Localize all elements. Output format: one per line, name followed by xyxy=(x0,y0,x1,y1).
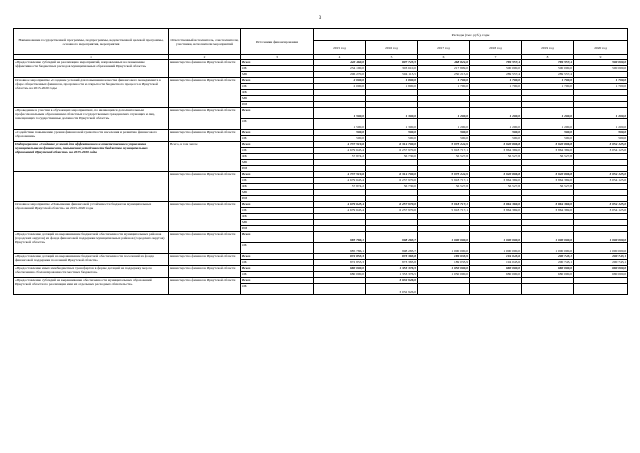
financing-source: ОБ xyxy=(241,148,314,154)
header-source: Источники финансирования xyxy=(241,29,314,55)
expense-value: 500,0 xyxy=(470,136,522,142)
expense-value: 500,0 xyxy=(366,130,418,136)
expense-value: 200 743,1 xyxy=(574,254,628,260)
responsible-executor: министерство финансов Иркутской области xyxy=(169,254,241,266)
expense-value: 4 679 645,4 xyxy=(314,208,366,214)
expense-value: 1 000 000,0 xyxy=(470,243,522,254)
expense-value: 873 383,8 xyxy=(366,254,418,260)
financing-source: ОБ xyxy=(241,66,314,72)
expense-value: 3 054 125,0 xyxy=(574,178,628,184)
expense-value: 1 200,0 xyxy=(574,119,628,130)
expense-value: 56 730,0 xyxy=(366,184,418,190)
expense-value: 985 786,1 xyxy=(314,243,366,254)
expense-value: 1 000 000,0 xyxy=(574,232,628,243)
expense-value: 3 054 125,0 xyxy=(574,172,628,178)
expense-value: 57 874,2 xyxy=(314,184,366,190)
expense-value: 1 800,0 xyxy=(366,78,418,84)
financing-source: Всего xyxy=(241,78,314,84)
table-row xyxy=(14,108,628,119)
expense-value: 500 000,0 xyxy=(574,66,628,72)
expense-value: 500,0 xyxy=(314,136,366,142)
program-name xyxy=(14,172,169,202)
responsible-executor: министерство финансов Иркутской области xyxy=(169,202,241,232)
expense-value: 1 000 000,0 xyxy=(470,232,522,243)
expense-value: 3 032 926,0 xyxy=(366,284,418,295)
header-column-number: 4 xyxy=(314,55,366,60)
expense-value: 680 000,0 xyxy=(314,266,366,272)
financing-source: МБ xyxy=(241,190,314,196)
responsible-executor: министерство финансов Иркутской области xyxy=(169,232,241,254)
expense-value: 1 200,0 xyxy=(574,108,628,119)
expense-value: 6 314 700,0 xyxy=(366,142,418,148)
expense-value: 5 918 717,1 xyxy=(418,208,470,214)
expense-value: 3 864 369,0 xyxy=(470,178,522,184)
expense-value: 56 527,8 xyxy=(418,154,470,160)
expense-value: 680 000,0 xyxy=(470,272,522,278)
expense-value: 1 000 000,0 xyxy=(522,232,574,243)
expense-value: 500,0 xyxy=(574,136,628,142)
expense-value: 56 527,8 xyxy=(470,184,522,190)
financing-source: ОБ xyxy=(241,136,314,142)
financing-source: МБ xyxy=(241,160,314,166)
expense-value: 1 050 000,0 xyxy=(418,272,470,278)
expense-value: 998 283,7 xyxy=(366,243,418,254)
financing-source: Всего xyxy=(241,202,314,208)
expense-value: 200 743,1 xyxy=(522,254,574,260)
financing-source: Всего xyxy=(241,108,314,119)
expense-value: 1 500,0 xyxy=(314,108,366,119)
program-name: «Предоставление дотаций на выравнивание бюджетной обеспеченности муниципальных районов (городских округов) из фонда финансовой поддержки муниципальных районов (городских округов) Иркутской области» xyxy=(14,232,169,254)
expense-value: 500 000,0 xyxy=(470,66,522,72)
expense-value: 1 700,0 xyxy=(418,84,470,90)
expense-value: 1 700,0 xyxy=(522,78,574,84)
expense-value: 1 700,0 xyxy=(470,84,522,90)
expense-value: 1 200,0 xyxy=(418,108,470,119)
expense-value: 250 215,6 xyxy=(418,72,470,78)
expense-value: 200 743,1 xyxy=(574,260,628,266)
expense-value: 57 874,2 xyxy=(314,154,366,160)
responsible-executor: министерство финансов Иркутской области xyxy=(169,78,241,108)
expense-value: 1 700,0 xyxy=(470,78,522,84)
expense-value: 1 700,0 xyxy=(522,84,574,90)
expense-value: 5 975 244,9 xyxy=(418,142,470,148)
expense-value: 6 257 970,0 xyxy=(366,148,418,154)
expense-value: 1 000 000,0 xyxy=(418,243,470,254)
expense-value: 200 743,1 xyxy=(522,260,574,266)
expense-value: 3 054 125,0 xyxy=(574,142,628,148)
expense-value: 1 000 000,0 xyxy=(574,243,628,254)
expense-value: 500,0 xyxy=(366,136,418,142)
expense-value: 680 000,0 xyxy=(574,272,628,278)
financing-source: ОБ xyxy=(241,284,314,295)
expense-value: 5 918 717,1 xyxy=(418,202,470,208)
expense-value: 3 864 369,0 xyxy=(522,208,574,214)
expense-value: 1 200,0 xyxy=(418,119,470,130)
financing-source: ФБ xyxy=(241,90,314,96)
expense-value: 468 824,6 xyxy=(418,60,470,66)
expense-value: 3 032 926,0 xyxy=(366,278,418,284)
financing-source: Всего xyxy=(241,278,314,284)
financing-source: ОБ xyxy=(241,178,314,184)
program-name: «Содействие повышению уровня финансовой грамотности населения и развитию финансового образования» xyxy=(14,130,169,142)
expense-value: 1 353 376,5 xyxy=(366,266,418,272)
responsible-executor: Всего, в том числе xyxy=(169,142,241,172)
expense-value: 6 257 970,0 xyxy=(366,178,418,184)
expense-value: 1 700,0 xyxy=(574,78,628,84)
responsible-executor: министерство финансов Иркутской области xyxy=(169,130,241,142)
expense-value: 4 679 645,4 xyxy=(314,148,366,154)
expense-value: 2 000,0 xyxy=(314,78,366,84)
financing-source: ОБ xyxy=(241,84,314,90)
expense-value: 500,0 xyxy=(314,130,366,136)
expense-value xyxy=(314,284,366,295)
expense-value: 1 050 000,0 xyxy=(418,266,470,272)
header-name: Наименование государственной программы, подпрограммы, ведомственной целевой программы, основного мероприятия, мероприятия xyxy=(14,29,169,55)
expense-value: 500 000,0 xyxy=(522,66,574,72)
financing-source: ОБ xyxy=(241,208,314,214)
expense-value: 189 033,9 xyxy=(418,260,470,266)
expense-value: 3 920 896,8 xyxy=(522,142,574,148)
expense-value: 189 033,9 xyxy=(418,254,470,260)
financing-source: ИИ xyxy=(241,102,314,108)
expense-value: 2 000,0 xyxy=(314,84,366,90)
header-column-number: 2 xyxy=(169,55,241,60)
expense-value: 56 527,8 xyxy=(522,184,574,190)
expense-value: 680 000,0 xyxy=(574,266,628,272)
expense-value: 289 557,4 xyxy=(470,72,522,78)
expense-value: 1 300,0 xyxy=(366,119,418,130)
responsible-executor: министерство финансов Иркутской области xyxy=(169,278,241,295)
expense-value: 1 800,0 xyxy=(366,84,418,90)
header-year: 2016 год xyxy=(366,41,418,55)
header-year: 2015 год xyxy=(314,41,366,55)
financing-source: ОБ xyxy=(241,243,314,254)
header-column-number: 3 xyxy=(241,55,314,60)
expense-value: 3 864 369,0 xyxy=(470,208,522,214)
financing-source: ФБ xyxy=(241,184,314,190)
expense-value xyxy=(418,284,470,295)
expense-value: 1 500,0 xyxy=(314,119,366,130)
expense-value: 3 054 125,0 xyxy=(574,148,628,154)
header-responsible: Ответственный исполнитель, соисполнители, участники, исполнители мероприятий xyxy=(169,29,241,55)
header-expenses: Расходы (тыс. руб.), годы xyxy=(314,29,628,41)
program-name: Подпрограмма «Создание условий для эффективного и ответственного управления муниципальными финансами, повышения устойчивости бюджетов муниципальных образований Иркутской области» на 2015-2020 годы xyxy=(14,142,169,172)
expense-value: 3 920 896,8 xyxy=(522,172,574,178)
table-row xyxy=(14,232,628,243)
expense-value: 1 353 376,5 xyxy=(366,272,418,278)
financing-source: ИИ xyxy=(241,196,314,202)
expense-value: 504 113,5 xyxy=(366,72,418,78)
header-column-number: 9 xyxy=(574,55,628,60)
financing-source: Всего xyxy=(241,172,314,178)
expense-value: 206 270,0 xyxy=(314,72,366,78)
responsible-executor: министерство финансов Иркутской области xyxy=(169,60,241,78)
header-column-number: 1 xyxy=(14,55,169,60)
expense-value: 500,0 xyxy=(574,130,628,136)
expense-value: 6 257 970,0 xyxy=(366,208,418,214)
responsible-executor: министерство финансов Иркутской области xyxy=(169,266,241,278)
header-year: 2018 год xyxy=(470,41,522,55)
program-name: «Предоставление субсидий на выравнивание обеспеченности муниципальных образований Иркутской области по реализации ими их отдельных расходных обязательств» xyxy=(14,278,169,295)
header-column-number: 6 xyxy=(418,55,470,60)
financing-table xyxy=(13,28,628,295)
header-year: 2019 год xyxy=(522,41,574,55)
financing-source: МБ xyxy=(241,96,314,102)
expense-value: 500,0 xyxy=(418,130,470,136)
expense-value: 1 700,0 xyxy=(574,84,628,90)
expense-value: 56 730,0 xyxy=(366,154,418,160)
financing-source: ФБ xyxy=(241,214,314,220)
expense-value: 1 000 000,0 xyxy=(418,232,470,243)
expense-value: 56 527,8 xyxy=(522,154,574,160)
expense-value: 500 000,0 xyxy=(574,60,628,66)
expense-value: 1 000 000,0 xyxy=(522,243,574,254)
financing-source: Всего xyxy=(241,266,314,272)
expense-value: 6 257 970,0 xyxy=(366,202,418,208)
expense-value: 289 557,4 xyxy=(522,72,574,78)
expense-value: 217 809,0 xyxy=(418,66,470,72)
expense-value: 3 864 369,0 xyxy=(470,202,522,208)
header-column-number: 5 xyxy=(366,55,418,60)
expense-value: 4 737 519,6 xyxy=(314,142,366,148)
expense-value: 872 853,3 xyxy=(314,254,366,260)
expense-value xyxy=(522,284,574,295)
expense-value: 3 920 896,8 xyxy=(470,172,522,178)
expense-value: 998 283,7 xyxy=(366,232,418,243)
expense-value: 3 920 896,8 xyxy=(470,142,522,148)
expense-value: 680 000,0 xyxy=(470,266,522,272)
responsible-executor: министерство финансов Иркутской области xyxy=(169,172,241,202)
expense-value: 1 300,0 xyxy=(366,108,418,119)
expense-value: 6 314 700,0 xyxy=(366,172,418,178)
program-name: «Проведение в участии в обучающих мероприятиях, по являющихся дополнительным профессиональным образованием областных государственных гражданских служащих и лиц, замещающих государственные должности Иркутской области» xyxy=(14,108,169,130)
financing-source: ИИ xyxy=(241,226,314,232)
expense-value: 873 383,8 xyxy=(366,260,418,266)
expense-value xyxy=(470,284,522,295)
expense-value: 56 527,8 xyxy=(418,184,470,190)
expense-value: 680 000,0 xyxy=(522,266,574,272)
expense-value: 3 054 125,0 xyxy=(574,202,628,208)
financing-source: ОБ xyxy=(241,260,314,266)
expense-value: 680 000,0 xyxy=(314,272,366,278)
financing-source: МБ xyxy=(241,220,314,226)
expense-value: 234 190,0 xyxy=(314,66,366,72)
program-name: «Предоставление иных межбюджетных трансфертов в форме дотаций на поддержку мер по обеспечению сбалансированности местных бюджетов» xyxy=(14,266,169,278)
financing-source: МБ xyxy=(241,72,314,78)
program-name: «Предоставление субсидий на реализацию мероприятий, направленных на повышение эффективности бюджетных расходов муниципальных образований Иркутской области» xyxy=(14,60,169,78)
financing-source: Всего xyxy=(241,60,314,66)
expense-value: 789 557,4 xyxy=(470,60,522,66)
financing-source: ИИ xyxy=(241,166,314,172)
expense-value: 4 737 519,6 xyxy=(314,172,366,178)
financing-source: Всего xyxy=(241,142,314,148)
financing-source: ОБ xyxy=(241,119,314,130)
expense-value: 194 043,6 xyxy=(470,260,522,266)
expense-value: 3 864 369,0 xyxy=(522,202,574,208)
expense-value: 56 527,8 xyxy=(470,154,522,160)
header-year: 2017 год xyxy=(418,41,470,55)
expense-value: 807 723,5 xyxy=(366,60,418,66)
header-year: 2020 год xyxy=(574,41,628,55)
expense-value: 194 043,6 xyxy=(470,254,522,260)
page-number: 3 xyxy=(318,16,322,21)
header-column-number: 7 xyxy=(470,55,522,60)
expense-value: 500,0 xyxy=(470,130,522,136)
expense-value: 500,0 xyxy=(418,136,470,142)
expense-value: 1 200,0 xyxy=(522,108,574,119)
expense-value: 985 786,1 xyxy=(314,232,366,243)
expense-value xyxy=(574,284,628,295)
responsible-executor: министерство финансов Иркутской области xyxy=(169,108,241,130)
expense-value: 3 864 369,0 xyxy=(522,148,574,154)
expense-value: 500,0 xyxy=(522,136,574,142)
program-name: Основное мероприятие «Повышение финансовой устойчивости бюджетов муниципальных образований Иркутской области» на 2015-2020 годы xyxy=(14,202,169,232)
expense-value: 1 200,0 xyxy=(470,108,522,119)
expense-value: 3 864 369,0 xyxy=(522,178,574,184)
program-name: «Предоставление дотаций на выравнивание бюджетной обеспеченности поселений из фонда финансовой поддержки поселений Иркутской области» xyxy=(14,254,169,266)
expense-value: 4 679 645,4 xyxy=(314,202,366,208)
expense-value: 3 054 125,0 xyxy=(574,208,628,214)
expense-value: 303 610,0 xyxy=(366,66,418,72)
expense-value: 5 918 717,1 xyxy=(418,148,470,154)
financing-source: Всего xyxy=(241,254,314,260)
expense-value: 1 200,0 xyxy=(470,119,522,130)
expense-value: 5 975 244,9 xyxy=(418,172,470,178)
expense-value: 3 864 369,0 xyxy=(470,148,522,154)
financing-source: ФБ xyxy=(241,154,314,160)
financing-source: Всего xyxy=(241,130,314,136)
expense-value: 440 460,0 xyxy=(314,60,366,66)
program-name: Основное мероприятие «Создание условий для повышения качества финансового менеджмента в сфере общественных финансов, прозрачности и открытости бюджетного процесса в Иркутской области» на 2015-2020 годы xyxy=(14,78,169,108)
expense-value: 680 000,0 xyxy=(522,272,574,278)
expense-value: 872 853,3 xyxy=(314,260,366,266)
expense-value: 789 557,4 xyxy=(522,60,574,66)
expense-value: 5 918 717,1 xyxy=(418,178,470,184)
expense-value: 1 700,0 xyxy=(418,78,470,84)
expense-value: 1 200,0 xyxy=(522,119,574,130)
expense-value: 4 679 645,4 xyxy=(314,178,366,184)
header-column-number: 8 xyxy=(522,55,574,60)
expense-value: 500,0 xyxy=(522,130,574,136)
financing-source: ОБ xyxy=(241,272,314,278)
financing-source: Всего xyxy=(241,232,314,243)
